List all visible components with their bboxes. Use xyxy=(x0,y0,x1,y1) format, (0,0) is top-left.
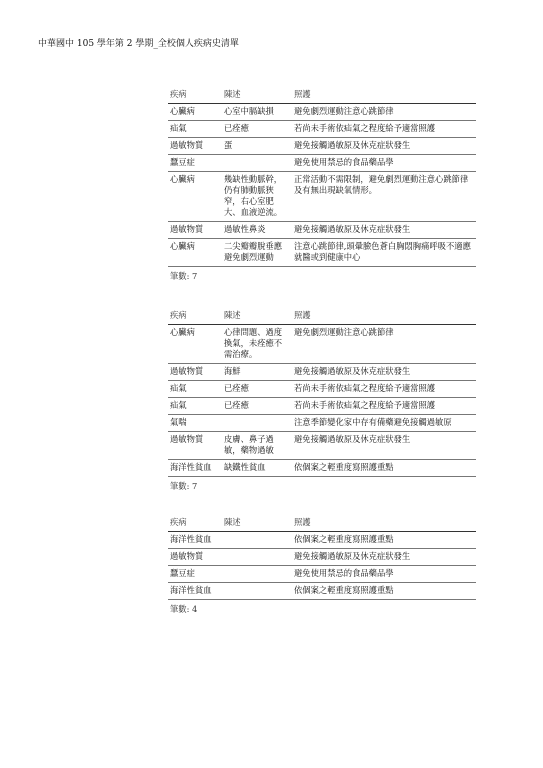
table-row xyxy=(168,121,476,138)
cell-disease: 過敏物質 xyxy=(168,364,222,381)
cell-care: 若尚未手術依疝氣之程度給予適當照護 xyxy=(292,121,476,138)
cell-care: 注意季節變化家中存有備藥避免接觸過敏原 xyxy=(292,415,476,432)
cell-description: 過敏性鼻炎 xyxy=(222,222,292,239)
cell-description: 缺鐵性貧血 xyxy=(222,460,292,477)
cell-description: 已痊癒 xyxy=(222,121,292,138)
column-header-disease: 疾病 xyxy=(168,515,222,532)
table-row xyxy=(168,325,476,364)
cell-description: 蛋 xyxy=(222,138,292,155)
cell-care: 避免接觸過敏原及休克症狀發生 xyxy=(292,138,476,155)
cell-disease: 心臟病 xyxy=(168,239,222,267)
cell-description xyxy=(222,566,292,583)
cell-description: 幾缺性動脈幹，仍有肺動脈狹窄，右心室肥大、血液逆流。 xyxy=(222,172,292,222)
cell-description: 已痊癒 xyxy=(222,381,292,398)
table-row xyxy=(168,415,476,432)
cell-description: 二尖瓣瓣脫垂應避免劇烈運動 xyxy=(222,239,292,267)
record-count: 筆數: 7 xyxy=(170,271,198,281)
cell-care: 避免使用禁忌的食品藥品學 xyxy=(292,566,476,583)
table-row xyxy=(168,155,476,172)
cell-disease: 心臟病 xyxy=(168,325,222,364)
table-row xyxy=(168,532,476,549)
cell-care: 若尚未手術依疝氣之程度給予適當照護 xyxy=(292,398,476,415)
cell-disease: 過敏物質 xyxy=(168,549,222,566)
cell-care: 避免接觸過敏原及休克症狀發生 xyxy=(292,549,476,566)
cell-care: 避免接觸過敏原及休克症狀發生 xyxy=(292,364,476,381)
record-count-row xyxy=(168,477,476,496)
record-count-row xyxy=(168,267,476,286)
cell-disease: 疝氣 xyxy=(168,121,222,138)
cell-disease: 蠶豆症 xyxy=(168,155,222,172)
cell-care: 避免使用禁忌的食品藥品學 xyxy=(292,155,476,172)
table-row xyxy=(168,381,476,398)
cell-care: 避免劇烈運動注意心跳節律 xyxy=(292,104,476,121)
cell-care: 避免接觸過敏原及休克症狀發生 xyxy=(292,432,476,460)
cell-care: 依個案之輕重度寫照護重點 xyxy=(292,460,476,477)
cell-care: 依個案之輕重度寫照護重點 xyxy=(292,532,476,549)
disease-table-section-3 xyxy=(168,515,476,618)
column-header-disease: 疾病 xyxy=(168,308,222,325)
table-row xyxy=(168,566,476,583)
cell-disease: 海洋性貧血 xyxy=(168,583,222,600)
cell-description xyxy=(222,532,292,549)
column-header-care: 照護 xyxy=(292,308,476,325)
cell-disease: 過敏物質 xyxy=(168,432,222,460)
table-row xyxy=(168,364,476,381)
record-count-row xyxy=(168,600,476,619)
cell-disease: 過敏物質 xyxy=(168,138,222,155)
cell-care: 避免接觸過敏原及休克症狀發生 xyxy=(292,222,476,239)
cell-description xyxy=(222,155,292,172)
cell-description xyxy=(222,415,292,432)
cell-description: 心室中膈缺損 xyxy=(222,104,292,121)
cell-care: 注意心跳節律,頭暈臉色蒼白胸悶胸痛呼吸不適應就醫或到健康中心 xyxy=(292,239,476,267)
table-row xyxy=(168,222,476,239)
table-row xyxy=(168,549,476,566)
column-header-description: 陳述 xyxy=(222,308,292,325)
cell-care: 避免劇烈運動注意心跳節律 xyxy=(292,325,476,364)
cell-care: 正常活動不需限制，避免劇烈運動注意心跳節律及有無出現缺氧情形。 xyxy=(292,172,476,222)
record-count: 筆數: 4 xyxy=(170,604,198,614)
cell-description: 心律問題、過度換氣，未痊癒不需治療。 xyxy=(222,325,292,364)
column-header-care: 照護 xyxy=(292,87,476,104)
table-header-row xyxy=(168,87,476,104)
cell-description: 皮膚、鼻子過敏，藥物過敏 xyxy=(222,432,292,460)
document-title: 中華國中 105 學年第 2 學期_全校個人疾病史清單 xyxy=(38,39,239,49)
disease-table-section-1 xyxy=(168,87,476,285)
table-row xyxy=(168,398,476,415)
table-header-row xyxy=(168,308,476,325)
disease-table-section-2 xyxy=(168,308,476,495)
cell-disease: 心臟病 xyxy=(168,172,222,222)
column-header-disease: 疾病 xyxy=(168,87,222,104)
cell-disease: 氣喘 xyxy=(168,415,222,432)
cell-care: 若尚未手術依疝氣之程度給予適當照護 xyxy=(292,381,476,398)
column-header-description: 陳述 xyxy=(222,87,292,104)
table-row xyxy=(168,138,476,155)
cell-disease: 心臟病 xyxy=(168,104,222,121)
cell-disease: 過敏物質 xyxy=(168,222,222,239)
cell-description: 海鮮 xyxy=(222,364,292,381)
table-row xyxy=(168,172,476,222)
cell-description: 已痊癒 xyxy=(222,398,292,415)
column-header-care: 照護 xyxy=(292,515,476,532)
table-row xyxy=(168,104,476,121)
cell-disease: 蠶豆症 xyxy=(168,566,222,583)
cell-disease: 海洋性貧血 xyxy=(168,532,222,549)
table-header-row xyxy=(168,515,476,532)
cell-care: 依個案之輕重度寫照護重點 xyxy=(292,583,476,600)
table-row xyxy=(168,239,476,267)
cell-disease: 疝氣 xyxy=(168,398,222,415)
record-count: 筆數: 7 xyxy=(170,481,198,491)
table-row xyxy=(168,432,476,460)
cell-disease: 海洋性貧血 xyxy=(168,460,222,477)
column-header-description: 陳述 xyxy=(222,515,292,532)
cell-description xyxy=(222,583,292,600)
table-row xyxy=(168,460,476,477)
cell-disease: 疝氣 xyxy=(168,381,222,398)
table-row xyxy=(168,583,476,600)
cell-description xyxy=(222,549,292,566)
